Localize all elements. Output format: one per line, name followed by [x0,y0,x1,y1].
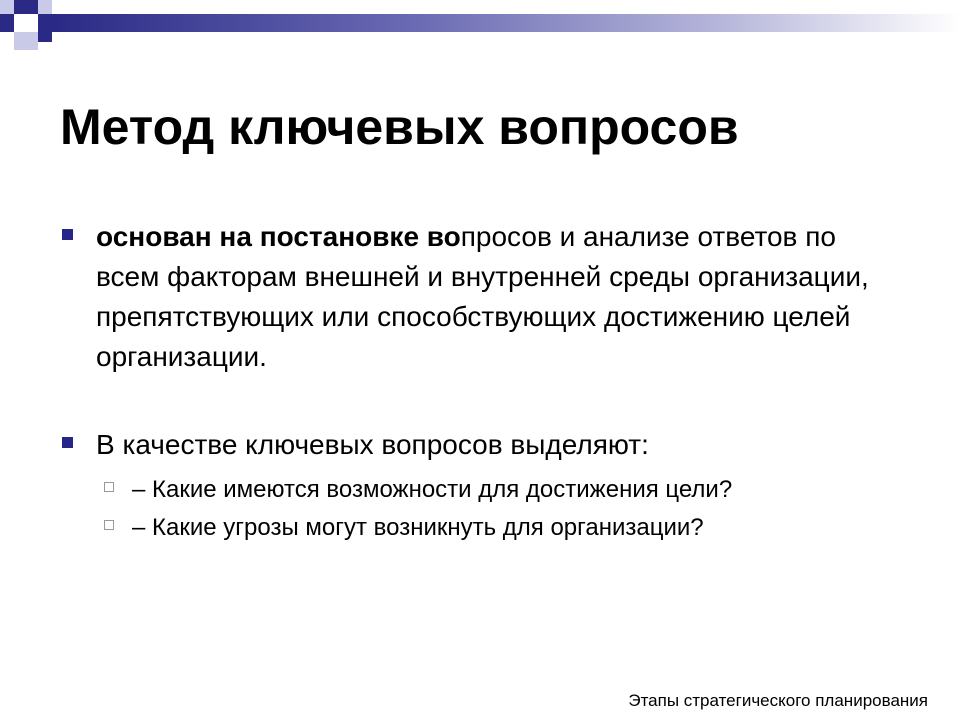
hollow-square-icon [104,520,114,530]
sub-bullet-text: – Какие имеются возможности для достижения цели? [132,476,733,503]
decor-square [0,14,14,32]
slide-footer: Этапы стратегического планирования [628,691,928,710]
sub-bullet-item [96,509,900,547]
decor-square [14,32,38,50]
sub-bullet-item [96,471,900,509]
slide-title: Метод ключевых вопросов [60,99,739,155]
header-gradient-bar [52,14,960,32]
decor-square [38,32,52,42]
bullet-bold-text: основан на постановке во [96,221,461,252]
bullet-item [60,425,900,547]
decor-square [38,14,52,32]
slide-content [60,217,900,547]
decor-square [0,0,14,14]
header-decoration [0,0,960,60]
filled-square-icon [62,229,73,240]
decor-square [38,0,52,14]
bullet-text: В качестве ключевых вопросов выделяют: [96,429,649,460]
sub-bullet-text: – Какие угрозы могут возникнуть для организации? [132,514,704,541]
decor-square [14,0,38,14]
bullet-item [60,217,900,377]
filled-square-icon [62,437,73,448]
bullet-text: просов и анализе ответов по всем факторам внешней и внутренней среды организации, препятствующих или способствующих достижению целей организации. [96,221,869,372]
decor-square [14,14,38,32]
sub-bullet-list [96,471,900,547]
hollow-square-icon [104,482,114,492]
